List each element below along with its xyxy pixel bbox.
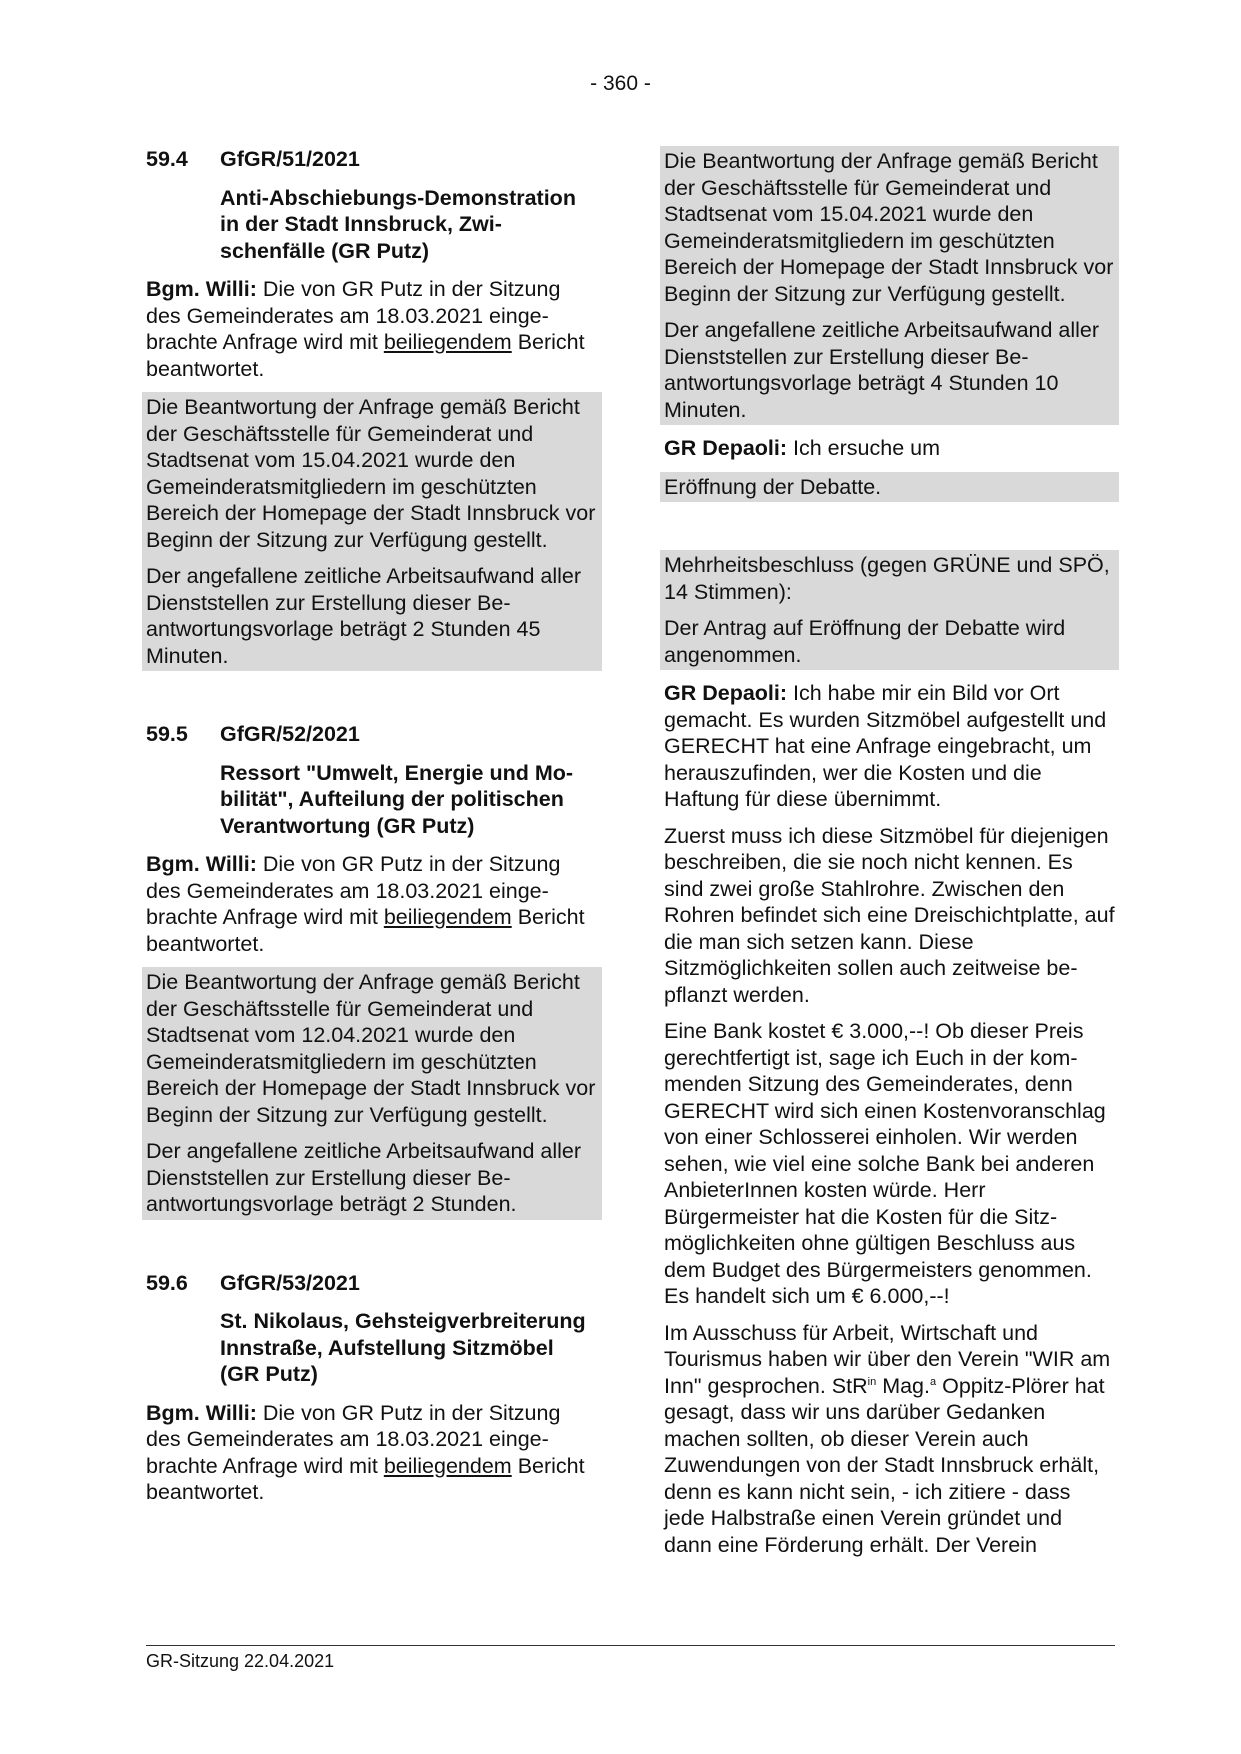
item-title: Anti-Abschiebungs-Demonstration in der Stadt Innsbruck, Zwischenfälle (GR Putz)	[220, 185, 576, 263]
answer-note-block	[142, 967, 602, 1220]
item-number: 59.4	[146, 147, 188, 171]
answer-note: Die Beantwortung der Anfrage gemäß Bericht der Geschäftsstelle für Gemeinderat und Stadtsenat vom 12.04.2021 wurde den Gemeinderatsmitgliedern im geschützten Bereich der Homepage der Stadt Innsbruck vor Beginn der Sitzung zur Verfügung gestellt.	[146, 970, 596, 1127]
request-text: Ich ersuche um	[787, 436, 941, 460]
right-column	[664, 146, 1115, 1568]
mayor-statement	[146, 851, 598, 957]
item-heading	[146, 721, 598, 748]
decision-result: Der Antrag auf Eröffnung der Debatte wird angenommen.	[664, 616, 1066, 667]
footer-text: GR-Sitzung 22.04.2021	[146, 1651, 335, 1671]
item-number: 59.5	[146, 722, 188, 746]
item-title: Ressort "Umwelt, Energie und Mobilität", Aufteilung der politischen Verantwortung (GR Putz)	[220, 760, 574, 838]
item-code: GfGR/53/2021	[220, 1270, 360, 1295]
debate-opening: Eröffnung der Debatte.	[664, 474, 882, 499]
statement-text-end: Bericht beantwortet.	[146, 330, 585, 381]
statement-text: Die von GR Putz in der Sitzung des Gemeinderates am 18.03.2021 eingebrachte Anfrage wird mit	[146, 1400, 561, 1478]
mayor-statement	[146, 1400, 598, 1506]
statement-text-end: Bericht beantwortet.	[146, 905, 585, 956]
item-code: GfGR/52/2021	[220, 722, 360, 746]
paragraph: Eine Bank kostet € 3.000,--! Ob dieser Preis gerechtfertigt ist, sage ich Euch in der kommenden Sitzung des Gemeinderates, denn GERECHT wird sich einen Kostenvoranschlag von einer Schlosserei einholen. Wir werden sehen, wie viel eine solche Bank bei anderen AnbieterInnen kosten würde. Herr Bürgermeister hat die Kosten für die Sitzmöglichkeiten ohne gültigen Beschluss aus dem Budget des Bürgermeisters genommen. Es handelt sich um € 6.000,--!	[664, 1019, 1106, 1308]
paragraph	[664, 1320, 1115, 1559]
paragraph-text: Oppitz-Plörer hat gesagt, dass wir uns darüber Gedanken machen sollten, ob dieser Verein auch Zuwendungen von der Stadt Innsbruck erhält, denn es kann nicht sein, - ich zitiere - dass jede Halbstraße einen Verein gründet und dann eine Förderung erhält. Der Verein	[664, 1373, 1105, 1557]
underlined-word: beiliegendem	[383, 1453, 512, 1478]
effort-note: Der angefallene zeitliche Arbeitsaufwand aller Dienststellen zur Erstellung dieser Beantwortungsvorlage beträgt 2 Stunden 45 Minuten.	[146, 564, 582, 668]
paragraph: Zuerst muss ich diese Sitzmöbel für diejenigen beschreiben, die sie noch nicht kennen. Es sind zwei große Stahlrohre. Zwischen den Rohren befindet sich eine Dreischichtplatte, auf die man sich setzen kann. Diese Sitzmöglichkeiten sollen auch zeitweise bepflanzt werden.	[664, 823, 1115, 1007]
answer-note-block	[142, 392, 602, 671]
answer-note: Die Beantwortung der Anfrage gemäß Bericht der Geschäftsstelle für Gemeinderat und Stadtsenat vom 15.04.2021 wurde den Gemeinderatsmitgliedern im geschützten Bereich der Homepage der Stadt Innsbruck vor Beginn der Sitzung zur Verfügung gestellt.	[664, 149, 1114, 306]
speaker-name: GR Depaoli:	[664, 436, 788, 460]
statement-text-end: Bericht beantwortet.	[146, 1453, 585, 1504]
left-column	[146, 146, 598, 1516]
speaker-name: Bgm. Willi:	[146, 852, 257, 876]
speaker-name: Bgm. Willi:	[146, 277, 257, 301]
underlined-word: beiliegendem	[383, 330, 512, 354]
effort-note: Der angefallene zeitliche Arbeitsaufwand aller Dienststellen zur Erstellung dieser Beantwortungsvorlage beträgt 4 Stunden 10 Minuten.	[664, 318, 1100, 422]
depaoli-statement	[664, 680, 1115, 813]
effort-note: Der angefallene zeitliche Arbeitsaufwand aller Dienststellen zur Erstellung dieser Beantwortungsvorlage beträgt 2 Stunden.	[146, 1139, 582, 1216]
depaoli-request	[664, 435, 1115, 462]
answer-note: Die Beantwortung der Anfrage gemäß Bericht der Geschäftsstelle für Gemeinderat und Stadtsenat vom 15.04.2021 wurde den Gemeinderatsmitgliedern im geschützten Bereich der Homepage der Stadt Innsbruck vor Beginn der Sitzung zur Verfügung gestellt.	[146, 395, 596, 552]
item-heading	[146, 1270, 598, 1297]
statement-text: Ich habe mir ein Bild vor Ort gemacht. Es wurden Sitzmöbel aufgestellt und GERECHT hat eine Anfrage eingebracht, um herauszufinden, wer die Kosten und die Haftung für diese übernimmt.	[664, 681, 1107, 811]
superscript: in	[867, 1375, 877, 1388]
underlined-word: beiliegendem	[383, 905, 512, 929]
statement-text: Die von GR Putz in der Sitzung des Gemeinderates am 18.03.2021 eingebrachte Anfrage wird mit	[146, 852, 561, 929]
speaker-name: Bgm. Willi:	[146, 1400, 257, 1425]
paragraph-text: Im Ausschuss für Arbeit, Wirtschaft und Tourismus haben wir über den Verein "WIR am Inn" gesprochen. StR	[664, 1320, 1111, 1398]
decision-block	[660, 550, 1119, 670]
mayor-statement	[146, 276, 598, 382]
statement-text: Die von GR Putz in der Sitzung des Gemeinderates am 18.03.2021 eingebrachte Anfrage wird mit	[146, 277, 561, 354]
footer-rule	[146, 1645, 1115, 1646]
item-heading	[146, 146, 598, 173]
item-code: GfGR/51/2021	[220, 147, 360, 171]
speaker-name: GR Depaoli:	[664, 681, 788, 705]
answer-note-block	[660, 146, 1119, 425]
debate-opening-block	[660, 472, 1119, 503]
item-title: St. Nikolaus, Gehsteigverbreiterung Innstraße, Aufstellung Sitzmöbel (GR Putz)	[220, 1309, 586, 1386]
superscript: a	[930, 1375, 937, 1388]
decision-vote: Mehrheitsbeschluss (gegen GRÜNE und SPÖ, 14 Stimmen):	[664, 553, 1110, 604]
item-number: 59.6	[146, 1270, 188, 1295]
page-number: - 360 -	[590, 72, 651, 95]
paragraph-text: Mag.	[876, 1373, 930, 1398]
